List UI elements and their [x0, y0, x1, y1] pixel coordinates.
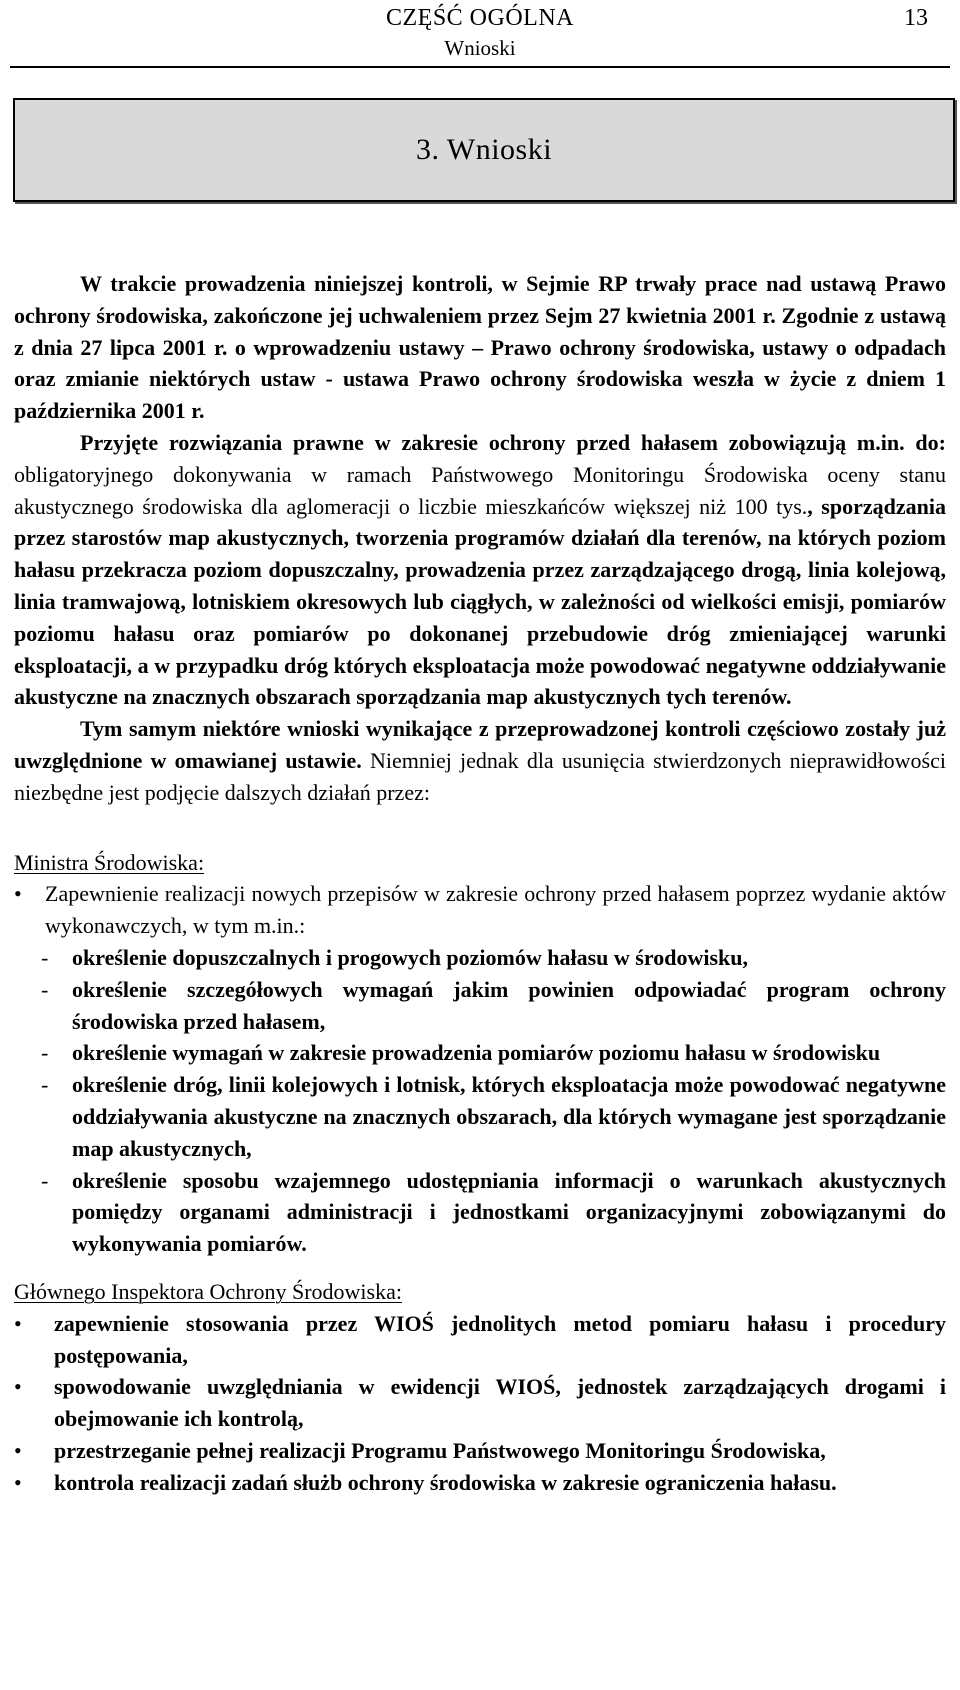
list-item-text: spowodowanie uwzględniania w ewidencji WIOŚ, jednostek zarządzających drogami i obejmowanie ich kontrolą, — [54, 1374, 946, 1432]
dash-marker: - — [41, 976, 49, 1002]
intro-paragraph-3-lead: Tym samym niektóre wnioski wynikające z przeprowadzonej kontroli częściowo zostały już uwzględnione w omawianej ustawie. — [14, 716, 946, 773]
list-item — [14, 878, 946, 942]
running-header-subtitle: Wnioski — [444, 36, 516, 60]
list-item — [14, 1308, 946, 1372]
intro-paragraph-2-lead: Przyjęte rozwiązania prawne w zakresie ochrony przed hałasem zobowiązują m.in. do: — [80, 429, 946, 455]
intro-paragraph-3 — [14, 713, 946, 808]
list-item — [14, 1371, 946, 1435]
sub-list-item-text: określenie szczegółowych wymagań jakim powinien odpowiadać program ochrony środowiska przed hałasem, — [72, 976, 946, 1034]
section-heading-minister: Ministra Środowiska: — [14, 849, 205, 875]
intro-paragraph-1: W trakcie prowadzenia niniejszej kontroli, w Sejmie RP trwały prace nad ustawą Prawo ochrony środowiska, zakończone jej uchwaleniem przez Sejm 27 kwietnia 2001 r. Zgodnie z ustawą z dnia 27 lipca 2001 r. o wprowadzeniu ustawy – Prawo ochrony środowiska, ustawy o odpadach oraz zmianie niektórych ustaw - ustawa Prawo ochrony środowiska weszła w życie z dniem 1 października 2001 r. — [14, 271, 946, 424]
sub-list-item-text: określenie dopuszczalnych i progowych poziomów hałasu w środowisku, — [72, 944, 748, 970]
bullet-icon: • — [14, 1469, 22, 1495]
sub-list-item — [14, 1037, 946, 1069]
dash-marker: - — [41, 944, 49, 970]
sub-list-item — [14, 974, 946, 1038]
section-heading-gios: Głównego Inspektora Ochrony Środowiska: — [14, 1278, 402, 1304]
dash-marker: - — [41, 1040, 49, 1066]
dash-marker: - — [41, 1072, 49, 1098]
chapter-title: 3. Wnioski — [415, 133, 553, 166]
sub-list-item-text: określenie wymagań w zakresie prowadzenia pomiarów poziomu hałasu w środowisku — [72, 1040, 881, 1066]
sub-list-item — [14, 1069, 946, 1164]
list-item-text: kontrola realizacji zadań służb ochrony środowiska w zakresie ograniczenia hałasu. — [54, 1469, 837, 1495]
dash-marker: - — [41, 1167, 49, 1193]
sub-list-item — [14, 942, 946, 974]
list-item-text: zapewnienie stosowania przez WIOŚ jednolitych metod pomiaru hałasu i procedury postępowania, — [54, 1310, 946, 1368]
list-item-text: przestrzeganie pełnej realizacji Programu Państwowego Monitoringu Środowiska, — [54, 1437, 826, 1463]
bullet-icon: • — [14, 1437, 22, 1463]
list-item — [14, 1467, 946, 1499]
list-item — [14, 1435, 946, 1467]
bullet-icon: • — [14, 1374, 22, 1400]
sub-list-item-text: określenie sposobu wzajemnego udostępniania informacji o warunkach akustycznych pomiędzy organami administracji i jednostkami organizacyjnymi zobowiązanymi do wykonywania pomiarów. — [72, 1167, 946, 1257]
body-text — [14, 268, 946, 1498]
intro-paragraph-2-normal: obligatoryjnego dokonywania w ramach Państwowego Monitoringu Środowiska oceny stanu akustycznego środowiska dla aglomeracji o liczbie mieszkańców większej niż 100 tys. — [14, 461, 946, 519]
running-header-section: CZĘŚĆ OGÓLNA — [385, 5, 574, 31]
header-rule — [10, 66, 950, 68]
bullet-icon: • — [14, 881, 22, 907]
bullet-icon: • — [14, 1310, 22, 1336]
chapter-title-box — [13, 98, 955, 202]
page-number: 13 — [904, 5, 928, 31]
intro-paragraph-2-tail: , sporządzania przez starostów map akustycznych, tworzenia programów działań dla terenów, na których poziom hałasu przekracza poziom dopuszczalny, prowadzenia przez zarządzającego drogą, linia kolejową, linia tramwajową, lotniskiem okresowych lub ciągłych, w zależności od wielkości emisji, pomiarów poziomu hałasu oraz pomiarów po dokonanej przebudowie dróg zmieniającej warunki eksploatacji, a w przypadku dróg których eksploatacja może powodować negatywne oddziaływanie akustyczne na znacznych obszarach sporządzania map akustycznych tych terenów. — [14, 493, 946, 710]
sub-list-item — [14, 1165, 946, 1260]
intro-paragraph-3-normal: Niemniej jednak dla usunięcia stwierdzonych nieprawidłowości niezbędne jest podjęcie dalszych działań przez: — [14, 747, 946, 805]
intro-paragraph-2 — [14, 427, 946, 713]
list-item-text: Zapewnienie realizacji nowych przepisów w zakresie ochrony przed hałasem poprzez wydanie aktów wykonawczych, w tym m.in.: — [45, 881, 946, 939]
sub-list-item-text: określenie dróg, linii kolejowych i lotnisk, których eksploatacja może powodować negatywne oddziaływania akustyczne na znacznych obszarach, dla których wymagane jest sporządzanie map akustycznych, — [72, 1072, 946, 1161]
